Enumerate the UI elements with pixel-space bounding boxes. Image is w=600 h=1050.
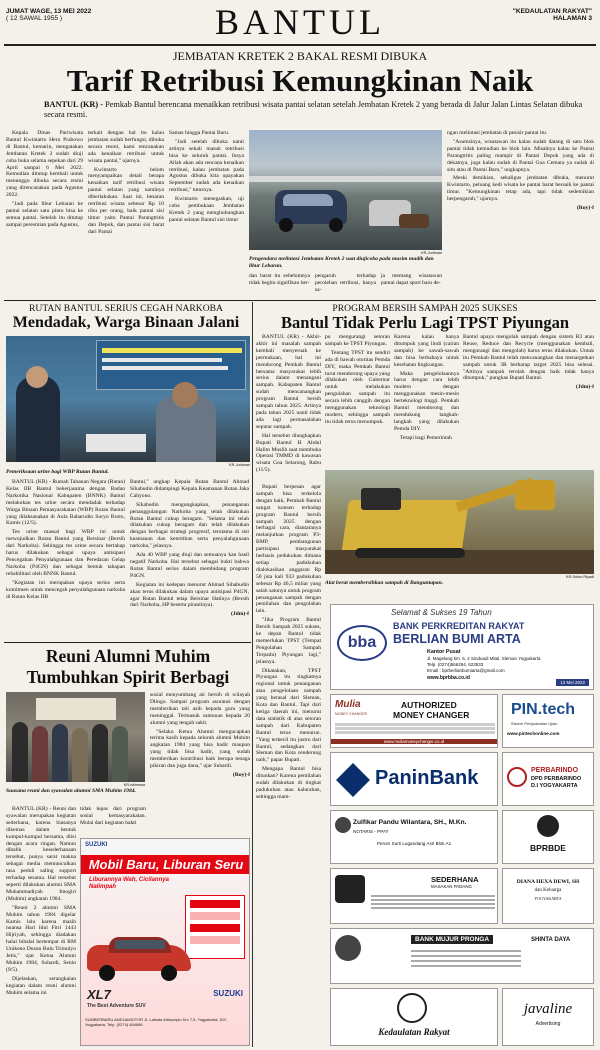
money-title: MONEY CHANGER: [393, 710, 470, 720]
lead-headline: Tarif Retribusi Kemungkinan Naik: [66, 63, 534, 98]
notaris-title: NOTARIS - PPAT: [353, 829, 389, 834]
lead-col3-p2: "Jadi setelah dibuka nanti artinya sekali masuk retribusi bisa ke seluruh pantai. Insya Allah akan ada rencana kenaikan retribusi, kalau jembatan pada Agustus dibuka kita upayakan September sudah ada kenaikan retribusi," tuturnya.: [169, 138, 244, 194]
rutan-photo-credit: KR-Judiman: [229, 463, 250, 467]
lead-col3-p3: Kwintarto menegaskan, uji coba pembukaan Jembatan Kretek 2 yang menghubungkan pantai selatan Bantul sisi timur: [169, 196, 244, 223]
paninbank-ad[interactable]: [330, 752, 498, 806]
perbarindo-dpd: DPD PERBARINDO: [531, 776, 582, 782]
javaline-logo: javaline: [523, 1001, 573, 1017]
money-authorized: AUTHORIZED: [401, 700, 457, 710]
sampah-col4-sign: (Jdm)-f: [575, 384, 594, 391]
sampah-col3-p1: Karena kalau hanya ditumpuk yang lindi (cairan sampah) ke sawah-sawah dan bisa berbahaya untuk kesehatan lingkungan.: [394, 334, 459, 368]
masthead-title: BANTUL: [215, 2, 385, 42]
bank-mujur-ad[interactable]: [330, 928, 594, 984]
bpr-address: Jl. Magelang km. 5, 2 Sinduadi Mlati, Sleman Yogyakarta: [427, 656, 541, 661]
perbarindo-ad[interactable]: [502, 752, 594, 806]
sampah-photo-caption: Alat berat membersihkan sampah di Banguntapan.: [325, 580, 444, 586]
bank-mujur-name: BANK MUJUR PRONGA: [411, 935, 493, 944]
rutan-sign: (Jdm)-f: [230, 611, 249, 618]
sampah-cont-p4: Mengapa Bantul bisa ditunkan? Karena pemilahan sudah dilakukan di tingkat padukuhan atau kalurahan, sehingga mam-: [256, 766, 321, 800]
sampah-col4-p1: Bantul upaya mengolah sampah dengan sistem R3 atau Reuse, Reduce dan Recycle (menggunakan kembali, mengurangi dan mengolah) harus terus dilakukan. Untuk itu Pemkab Bantul telah mencanangkan dan menargetkan sampah untuk 3R berharap target 2025 bisa selesai. "Artinya sampah terolah dengan baik tidak hanya ditumpuk," pungkas Bupati Bantul.: [463, 334, 594, 382]
sederhana-sub: MASAKAN PADANG: [431, 884, 472, 889]
sampah-col3-p3: Tetapi bagi Pemerintah: [400, 434, 452, 441]
rutan-col2-p4: Kegiatan ini kedepan menurut Ahmad Sihabudin akan terus dilakukan dalam upaya antisipasi P4GN, agar Rutan Bantul tetap Bersinar Hatinya (Bersih dari Narkoba, HP beserta pirantinya).: [130, 581, 249, 609]
sampah-cont-p2: "Jika Program Bantul Bersih Sampah 2025 sukses, ke depan Bantul tidak memerlukan TPST (Tempat Pengolahan Sampah Terpadu) Piyungan lagi," jelasnya.: [256, 617, 321, 665]
sampah-cont-p1: Bupati berpesan agar sampah bisa terkelola dengan baik, Pemkab Bantul sangat konsen terhadap program Bantul bersih sampah 2025 dengan berbagai cara, diantaranya melanjutkan program P3-BMP, pembangunan partisipasi masyarakat berbasis pedukuhan dimana setiap padukuhan dialokasikan anggaran Rp 50 juta kali 933 padukuhan sebesar Rp 46,5 miliar yang salah satunya untuk program penanganan sampah dengan pemilahan dan pengolahan lain.: [256, 484, 321, 615]
perbarindo-region: D.I YOGYAKARTA: [531, 783, 578, 789]
lead-column-2: [88, 130, 164, 300]
rutan-photo: [6, 336, 250, 462]
sampah-headline: Bantul Tidak Perlu Lagi TPST Piyungan: [280, 313, 570, 332]
suzuki-brand: SUZUKI: [213, 989, 243, 998]
suzuki-model: XL7: [87, 987, 111, 1002]
pintech-ad[interactable]: [502, 694, 594, 748]
lead-col1-p2: "Jadi pada libur Lebaran ke pantai selatan satu pintu bisa ke semua pantai. Setelah itu ditutup sampai peresmian pada Agustus,: [6, 201, 83, 228]
bpr-logo: bba: [337, 625, 387, 661]
money-rows: [335, 722, 495, 738]
lead-intro: [44, 100, 584, 120]
money-changer-ad[interactable]: [330, 694, 498, 748]
sampah-col1-p2: Hal tersebut diungkapkan Bupati Bantul H Abdul Halim Muslih saat membuka Operasi TMMD di kawasan wisata Goa Selarong, Rabu (11/5).: [256, 432, 321, 474]
sederhana-logo-icon: [335, 875, 365, 903]
diana-family: dan Keluarga: [534, 888, 562, 893]
sampah-column-4: [463, 334, 594, 482]
lead-col3-p1: Samas hingga Pantai Baru.: [169, 130, 230, 136]
sampah-col1-p1: BANTUL (KR) - Akhir-akhir ini masalah sampah kembali menyeruak ke permukaan, hal ini mendorong Pemkab Bantul bersama masyarakat lebih serius dalam menangani sampah. Kabupaten Bantul sudah mencanangkan program Bantul bersih sampah tahun 2025. Artinya pada tahun 2025 nanti tidak ada lagi permasalahan seputar sampah.: [256, 334, 321, 430]
sampah-kicker: PROGRAM BERSIH SAMPAH 2025 SUKSES: [332, 303, 518, 314]
sampah-cont-p3: Dikatakan, TPST Piyungan itu tingkatnya regional untuk penanganan atau pengelolaan sampah yang berasal dari Sleman, Kota dan Bantul. Tapi dari ketiga daerah ini, menurut data statistik di atas setoran sampah dari Kabupaten Bantul terus menurun. "Yang terkecil itu justru dari Bantul, sedangkan dari Sleman dan Kota cenderung naik," papar Bupati.: [256, 667, 321, 764]
suzuki-sub: Liburannya Wah, Cicilannya Nalimpah: [89, 877, 169, 890]
rutan-col2-p1: Bantul," ungkap Kepala Rutan Bantul Ahmad Sihabudin didampingi Kepala Keamanan Rutan Jaka Cahyono.: [130, 479, 249, 499]
reuni-photo-caption: Suasana reuni dan syawalan alumni SMA Muhim 1984.: [6, 788, 136, 794]
lead-col5-p3: Meski demikian, sekaligus jembatan dibuka, menurut Kwintarto, peluang kedi wisata ke pantai barat bersaih ke pantai timur. "Kemungkinan tetap ada, tapi tidak sedemikian berpengaruh," ujarnya.: [447, 175, 594, 203]
lead-column-3: [169, 130, 244, 300]
reuni-column-1: [6, 806, 76, 1044]
diana-city: YOGYAKARTA: [534, 896, 562, 901]
lead-below-photo-1: dan barat itu sebelumnya tidak begitu signifikan ber-: [249, 273, 310, 286]
suzuki-headline: Mobil Baru, Liburan Seru: [81, 855, 250, 874]
reuni-col1-p3: Dijelaskan, serangkaian kegiatan dalam reuni alumni Muhim selama ini: [6, 975, 76, 996]
rutan-kicker: RUTAN BANTUL SERIUS CEGAH NARKOBA: [29, 303, 223, 314]
lead-col2-p1: terkait dengan hal itu kalau jembatan sudah berfungsi, dibuka secara resmi, kami rencanakan ada kenaikan retribusi untuk wisata pantai," ujarnya.: [88, 130, 164, 164]
rutan-col2-p3: Ada 40 WBP yang diuji dan semuanya kan hasil negatif Narkoba. Hal tersebut sebagai bukti bahwa Rutan Bantul serius dalam membidang program P4GN.: [130, 552, 249, 579]
reuni-under-photo: tidak lepas dari program sosial kemasyarakatan. Mulai dari kegiatan bakti: [80, 806, 146, 826]
diana-name: DIANA HEXA DEWI, SH: [516, 879, 580, 885]
reuni-photo: [6, 692, 145, 782]
reuni-col1-p1: BANTUL (KR) - Reuni dan syawalan merupakan kegiatan sederhana, karena biasanya dikemas dalam bentuk kumpul-kumpul bersama, diisi dengan acara ringan. Namun dibalik kesederhanaan tersebut, punya sarat makna sebagai media memunculkan rasa peduli saling support terhadap sesama. Hal tersebut seperti dilakukan alumni SMA Muhammadiyah Imogiri (Muhim) angkatan 1984.: [6, 806, 76, 902]
suzuki-promo-box: [185, 895, 245, 959]
reuni-column-2: [150, 692, 250, 834]
lead-col5-p1: ngan melintasi jembatan di pesisir pantai itu.: [447, 130, 548, 136]
sederhana-name: SEDERHANA: [431, 875, 479, 884]
reuni-col2-sign: (Roy)-f: [232, 771, 250, 778]
reuni-headline-line2: Tumbuhkan Spirit Berbagi: [26, 667, 230, 687]
sampah-column-3: [394, 334, 459, 482]
bprbde-ad[interactable]: [502, 810, 594, 864]
lead-column-1: [6, 130, 83, 300]
lead-below-photo-2: pengaruh terhadap perolehan retribusi, hanya sa-: [315, 273, 376, 293]
lead-col2-p2: Kwintarto belum menyampaikan detail berapa kenaikan tarif retribusi wisata pantai selatan yang nantinya diberlakukan. Saat ini, besaran retribusi wisata sebesar Rp 10 ribu per orang, baik pantai sisi timur yaitu Pantai Parangtritis dan Depok, dan pantai sisi barat dari Pantai: [88, 166, 164, 235]
issue-date: JUMAT WAGE, 13 MEI 2022: [6, 8, 92, 15]
bprbde-logo-icon: [537, 815, 559, 837]
perbarindo-name: PERBARINDO: [531, 767, 579, 774]
lead-photo-caption: Pengendara melintasi Jembatan Kretek 2 saat diujicoba pada musim mudik dan libur Lebaran.: [249, 256, 434, 269]
bpr-telp: Telp. (0274)566294, 623533: [427, 662, 484, 667]
mulia-logo: Mulia: [335, 699, 361, 710]
lead-col5-p2: "Asumsinya, wisatawan itu kalau sudah datang di satu blok pantai tidak kemudian ke blok lain. Misalnya kalau ke Pantai Parangtritis paling mampir di Pantai Depok yang ada di dekatnya, juga kalau sudah di Pantai Goa Cemara ya sudah di situ atau di Pantai Baru," ungkapnya.: [447, 138, 594, 173]
perbarindo-logo-icon: [507, 767, 527, 787]
kr-logo-text: Kedaulatan Rakyat: [378, 1027, 450, 1037]
notaris-ad[interactable]: [330, 810, 498, 864]
lead-col1-p1: Kepala Dinas Pariwisata Bantul Kwintarto Heru Prabowo di Bantul, kemarin, mengatakan Jembatan Kretek 2 sudah diuji coba buka selama sepekan dari 29 April sampai 6 Mei 2022. Kemudian ditutup kembali untuk menunggu dibuka secara resmi yang direncanakan pada Agustus 2022.: [6, 130, 83, 199]
reuni-photo-credit: KR-istimewa: [123, 783, 145, 787]
rutan-photo-caption: Pemeriksaan urine bagi WBP Rutan Bantul.: [6, 469, 109, 475]
lead-kicker: JEMBATAN KRETEK 2 BAKAL RESMI DIBUKA: [172, 49, 428, 63]
kr-logo-icon: [397, 993, 427, 1023]
money-web[interactable]: www.muliamoneychanger.co.id: [331, 739, 497, 744]
reuni-headline-line1: Reuni Alumni Muhim: [45, 646, 211, 666]
sampah-continued: [256, 484, 321, 1044]
sampah-col3-p2: Maka pengelolaannya harus dengan cara lebih modern dengan menggunakan mesin-mesin berteknologi tinggi. Pemkab Bantul mendorong dan mendukung langkah-langkah yang dilakukan Pemda DIY.: [394, 370, 459, 432]
sampah-photo: [325, 470, 594, 574]
suzuki-ad[interactable]: [80, 838, 250, 1046]
page-number: HALAMAN 3: [553, 15, 592, 22]
sederhana-list: [371, 893, 495, 911]
rutan-col1-p2: Tes urine massal bagi WBP ini untuk mewujudkan Rutan Bantul yang Bersinar (Bersih dari Narkoba). Sehingga tes urine secara bertahap harus dilakukan sebagai upaya antisipasi Pencegahan Penyalahgunaan dan Peredaran Gelap Narkoba (P4GN) dan sebagai bentuk tahapan rehabilitasi oleh BNNK Bantul.: [6, 529, 125, 577]
bank-mujur-lines: [411, 947, 521, 970]
bpr-name-2: BERLIAN BUMI ARTA: [393, 632, 521, 646]
bpr-ad[interactable]: [330, 604, 594, 690]
lead-col5-sign: (Roy)-f: [576, 205, 594, 212]
rutan-col1-p3: "Kegiatan ini merupakan upaya serius serta komitmen untuk mencegah penyalahgunaan narkoba di Rutan Kelas IIB: [6, 579, 125, 600]
rutan-col1-p1: BANTUL (KR) - Rumah Tahanan Negara (Rutan) Kelas IIB Bantul bekerjasama dengan Badan Narkotika Nasional Kabupaten (BNNK) Bantul melakukan tes urine secara mendadak terhadap Warga Binaan Pemasyarakatan (WBP) Rutan Bantul yang dilaksanakan di Aula Baharudin Suryo Broto, Kamis (12/5).: [6, 479, 125, 527]
paper-name: "KEDAULATAN RAKYAT": [512, 8, 592, 15]
sampah-col2-p2: Tentang TPST itu sendiri ada di bawah otoritas Pemda DIY, maka Pemkab Bantul turut mendorong upaya yang dilakukan oleh Gubernur untuk melakukan pengolahan sampah itu secara lebih canggih dengan menggunakan teknologi modern, sehingga sampah itu tidak terus menumpuk.: [325, 349, 390, 425]
notaris-seal-icon: [335, 817, 351, 833]
javaline-ad[interactable]: [502, 988, 594, 1046]
lead-photo: [249, 130, 442, 250]
shinta-name: SHINTA DAYA: [531, 937, 571, 943]
rutan-headline: Mendadak, Warga Binaan Jalani: [12, 314, 240, 331]
sampah-col2-p1: pu mengurangi setoran sampah ke TPST Piyungan.: [325, 334, 390, 347]
sampah-column-2: [325, 334, 390, 482]
pintech-logo: PIN.tech: [511, 701, 576, 718]
lead-below-photo-3: ja memang wisatawan pantai dapat sport baru de-: [381, 273, 442, 286]
suzuki-logo: SUZUKI: [85, 842, 108, 848]
rutan-column-2: [130, 479, 249, 639]
rutan-col2-p2: Sihabudin mengungkapkan, penanganan penanggulangan Narkoba yang telah dilakukan Rutan Bantul cukup beragam. "Selama ini telah dilakukan cukup beragam dan telah dilakukan dengan berbagai strategi progresif, terutama di sisi keamanan dan ketertiban serta penyalahgunaan narkoba," jelasnya.: [130, 501, 249, 550]
sederhana-ad[interactable]: [330, 868, 498, 924]
sampah-photo-credit: KR-Sukro Riyadi: [565, 575, 594, 579]
mulia-sub: MONEY CHANGER: [335, 712, 368, 716]
reuni-col1-p2: "Reuni 2 alumni SMA Muhim tahun 1984 digelar Kamis lalu karena masih nuansa Hari Idul Fitri 1443 Hijriyah, sehingga diadakan halal bihalal bertempat di RM Unikeno Dusun Bulu Trimulyo Jetis," ujar Ketua Alumni Muhim 1984, Suhardi, Senin (9/5).: [6, 904, 76, 973]
bpr-office: Kantor Pusat: [427, 649, 461, 655]
reuni-col2-p2: "Selaku Ketua Alumni mengucapkan terima kasih kepada seluruh alumni Muhim angkatan 1984 yang bisa hadir maupun yang tidak bisa hadir, yang sudah memberikan kontribusi baik berupa tenaga pikiran dan juga dana," ujar Suhardi.: [150, 728, 250, 770]
reuni-col2-p1: sosial menyumbang air bersih di wilayah Dlingo. Sampai program asuransi dengan memberikan tali asih kepada guru yang meninggal. Termasuk santunan kepada 20 alumni yang tengah sakit.: [150, 692, 250, 726]
javaline-sub: Advertising: [535, 1021, 561, 1027]
lead-intro-text: Pemkab Bantul berencana menaikkan retribusi wisata pantai selatan setelah Jembatan Kretek 2 yang berada di Jalur Jalan Lintas Selatan dibuka secara resmi.: [44, 100, 583, 119]
suzuki-car-image: [87, 931, 191, 981]
bpr-web[interactable]: www.bprbba.co.id: [427, 675, 470, 681]
kr-ad[interactable]: [330, 988, 498, 1046]
reuni-headline: [6, 646, 250, 688]
bprbde-name: BPRBDE: [530, 843, 566, 853]
lead-column-5: [447, 130, 594, 300]
panin-name: PaninBank: [375, 767, 479, 789]
notaris-name: Zulfikar Pandu Wilantara, SH., M.Kn.: [353, 819, 467, 826]
pintech-web[interactable]: www.pintechonline.com: [507, 731, 560, 736]
suzuki-tagline: The Best Adventure SUV: [87, 1003, 146, 1009]
rutan-column-1: [6, 479, 125, 639]
lead-intro-byline: BANTUL (KR) -: [44, 100, 104, 109]
bpr-date: 13 Mei 2022: [556, 679, 589, 686]
panin-logo-icon: [336, 763, 370, 797]
bpr-anniversary: Selamat & Sukses 19 Tahun: [391, 608, 492, 617]
hijri-date: ( 12 SAWAL 1955 ): [6, 15, 63, 22]
suzuki-footer: SUMBERBARU ANDIJAMOTOR Jl. Laksda Adisucipto Km 7,5, Yogyakarta, DIY, Yogyakarta, Telp. (0274) 484686: [85, 1017, 227, 1027]
masthead-right: [513, 8, 592, 22]
lead-photo-credit: KR-Judiman: [421, 251, 442, 255]
bpr-name-1: BANK PERKREDITAN RAKYAT: [393, 621, 525, 631]
pintech-sub: Sistem Penjadwalan Ujian: [511, 721, 558, 726]
bpr-email: Email : bprberlianbumiarta@gmail.com: [427, 668, 505, 673]
sampah-column-1: [256, 334, 321, 482]
shinta-logo-icon: [335, 935, 361, 961]
diana-ad[interactable]: [502, 868, 594, 924]
notaris-address: Perum Surti Lugandang Asri Blok A1: [376, 841, 452, 846]
